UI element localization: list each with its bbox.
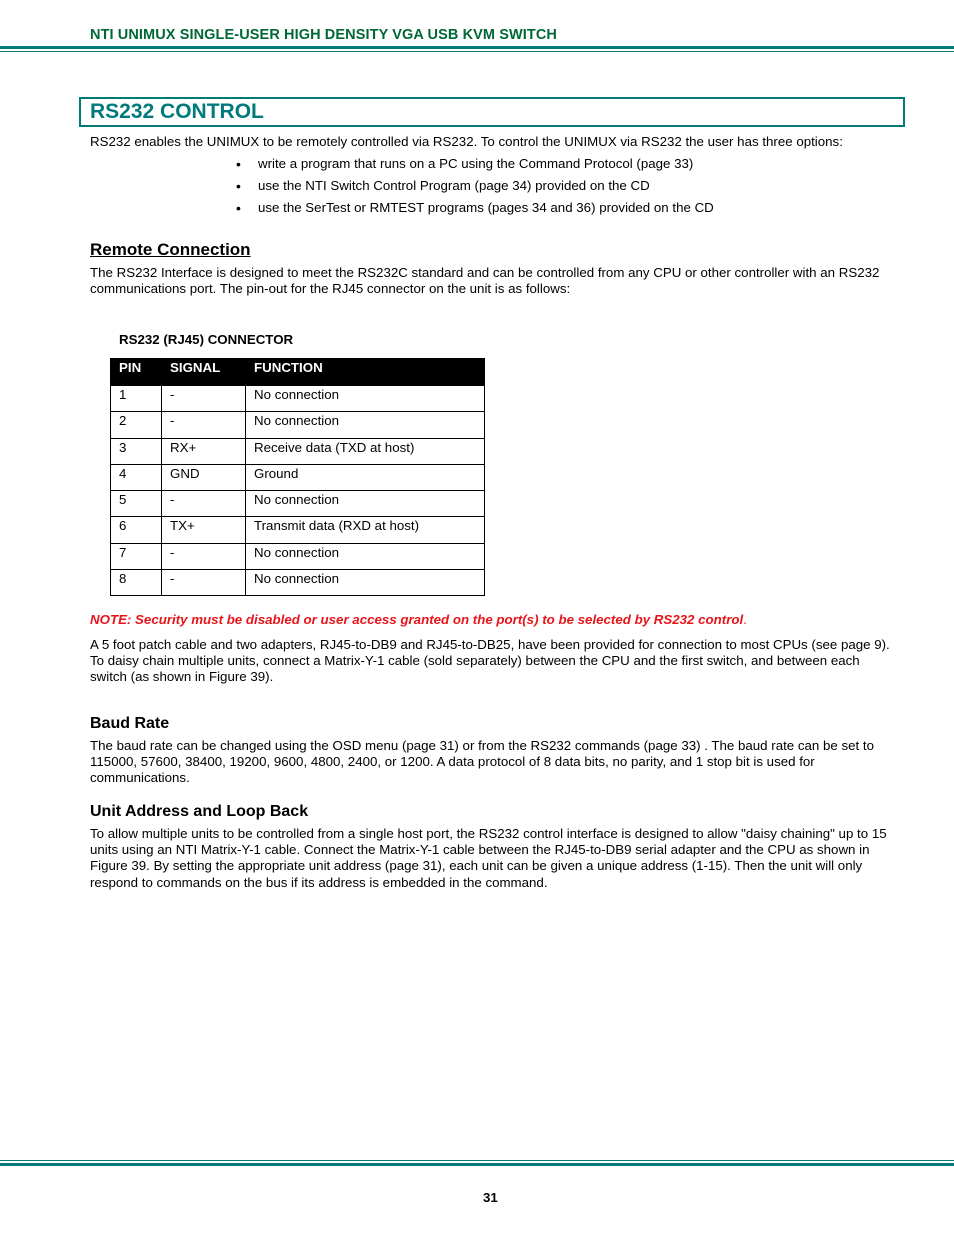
cell-function: No connection <box>246 570 485 596</box>
column-header-pin: PIN <box>111 359 162 386</box>
cell-signal: - <box>162 386 246 412</box>
cell-function: No connection <box>246 412 485 438</box>
patch-cable-paragraph: A 5 foot patch cable and two adapters, RJ45-to-DB9 and RJ45-to-DB25, have been provided for connection to most CPUs (see page 9). To daisy chain multiple units, connect a Matrix-Y-1 cable (sold separately) between the CPU and the first switch, and between each switch (as shown in Figure 39). <box>90 637 890 685</box>
table-row <box>111 491 485 517</box>
cell-pin: 4 <box>111 464 162 490</box>
header-rule-thin <box>0 51 954 52</box>
section-title: RS232 CONTROL <box>90 100 264 123</box>
security-note <box>90 612 747 627</box>
connector-table-title: RS232 (RJ45) CONNECTOR <box>119 332 294 347</box>
cell-function: Receive data (TXD at host) <box>246 438 485 464</box>
intro-paragraph: RS232 enables the UNIMUX to be remotely controlled via RS232. To control the UNIMUX via RS232 the user has three options: <box>90 134 843 149</box>
table-row <box>111 543 485 569</box>
cell-pin: 2 <box>111 412 162 438</box>
cell-signal: - <box>162 570 246 596</box>
connector-table <box>110 358 485 596</box>
column-header-function: FUNCTION <box>246 359 485 386</box>
cell-function: No connection <box>246 386 485 412</box>
options-list <box>236 156 714 222</box>
security-note-text: NOTE: Security must be disabled or user access granted on the port(s) to be selected by RS232 control <box>90 612 744 627</box>
list-item: • use the SerTest or RMTEST programs (pages 34 and 36) provided on the CD <box>236 200 714 216</box>
cell-signal: RX+ <box>162 438 246 464</box>
remote-connection-paragraph: The RS232 Interface is designed to meet the RS232C standard and can be controlled from any CPU or other controller with an RS232 communications port. The pin-out for the RJ45 connector on the unit is as follows: <box>90 265 880 297</box>
cell-pin: 3 <box>111 438 162 464</box>
table-header-row <box>111 359 485 386</box>
unit-address-paragraph: To allow multiple units to be controlled from a single host port, the RS232 control interface is designed to allow "daisy chaining" up to 15 units using an NTI Matrix-Y-1 cable. Connect the Matrix-Y-1 cable between the RJ45-to-DB9 serial adapter and the CPU as shown in Figure 39. By setting the appropriate unit address (page 31), each unit can be given a unique address (1-15). Then the unit will only respond to commands on the bus if its address is embedded in the command. <box>90 826 887 890</box>
cell-pin: 1 <box>111 386 162 412</box>
remote-connection-heading: Remote Connection <box>90 240 251 259</box>
page-number: 31 <box>483 1190 498 1205</box>
security-note-period: . <box>743 612 747 627</box>
table-row <box>111 386 485 412</box>
footer-rule-thin <box>0 1160 954 1161</box>
cell-function: Transmit data (RXD at host) <box>246 517 485 543</box>
cell-pin: 6 <box>111 517 162 543</box>
cell-pin: 8 <box>111 570 162 596</box>
table-row <box>111 517 485 543</box>
list-item: • write a program that runs on a PC using the Command Protocol (page 33) <box>236 156 694 172</box>
cell-function: Ground <box>246 464 485 490</box>
cell-function: No connection <box>246 491 485 517</box>
bullet-icon: • <box>236 156 241 172</box>
table-row <box>111 464 485 490</box>
list-item: • use the NTI Switch Control Program (page 34) provided on the CD <box>236 178 650 194</box>
bullet-icon: • <box>236 200 241 216</box>
table-row <box>111 570 485 596</box>
cell-signal: - <box>162 491 246 517</box>
table-row <box>111 412 485 438</box>
header-rule <box>0 46 954 49</box>
baud-rate-heading: Baud Rate <box>90 715 170 732</box>
footer-rule <box>0 1163 954 1166</box>
cell-signal: GND <box>162 464 246 490</box>
cell-pin: 7 <box>111 543 162 569</box>
table-row <box>111 438 485 464</box>
unit-address-heading: Unit Address and Loop Back <box>90 803 309 820</box>
baud-rate-paragraph: The baud rate can be changed using the OSD menu (page 31) or from the RS232 commands (page 33) . The baud rate can be set to 115000, 57600, 38400, 19200, 9600, 4800, 2400, or 1200. A data protocol of 8 data bits, no parity, and 1 stop bit is used for communications. <box>90 738 875 786</box>
bullet-icon: • <box>236 178 241 194</box>
cell-pin: 5 <box>111 491 162 517</box>
header-title: NTI UNIMUX SINGLE-USER HIGH DENSITY VGA USB KVM SWITCH <box>90 27 558 43</box>
cell-function: No connection <box>246 543 485 569</box>
column-header-signal: SIGNAL <box>162 359 246 386</box>
cell-signal: TX+ <box>162 517 246 543</box>
cell-signal: - <box>162 543 246 569</box>
cell-signal: - <box>162 412 246 438</box>
